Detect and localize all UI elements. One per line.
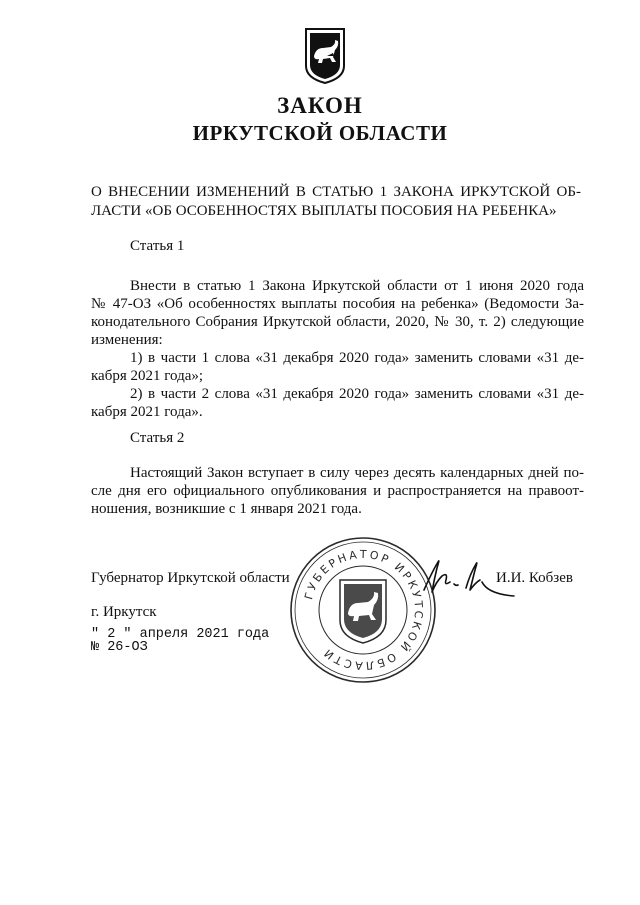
paragraph-line: Внести в статью 1 Закона Иркутской области от 1 июня 2020 года bbox=[130, 278, 584, 294]
paragraph-line: кабря 2021 года»; bbox=[91, 368, 204, 384]
paragraph-line: кабря 2021 года». bbox=[91, 404, 203, 420]
paragraph-line: ношения, возникшие с 1 января 2021 года. bbox=[91, 501, 362, 517]
governor-position: Губернатор Иркутской области bbox=[91, 570, 290, 586]
document-title-region: ИРКУТСКОЙ ОБЛАСТИ bbox=[192, 121, 448, 145]
document-title: ЗАКОН bbox=[277, 93, 363, 118]
coat-of-arms-emblem bbox=[303, 26, 347, 86]
seal-ring-text: ГУБЕРНАТОР ИРКУТСКОЙ ОБЛАСТИ bbox=[302, 547, 426, 673]
article-2-body bbox=[91, 464, 584, 518]
city: г. Иркутск bbox=[91, 604, 157, 620]
paragraph-line: конодательного Собрания Иркутской области, 2020, № 30, т. 2) следующие bbox=[91, 314, 584, 330]
article-1-body bbox=[91, 277, 584, 421]
law-subject bbox=[91, 183, 581, 221]
paragraph-line: изменения: bbox=[91, 332, 163, 348]
official-seal bbox=[288, 535, 438, 685]
article-2-heading: Статья 2 bbox=[130, 430, 185, 446]
signing-date: " 2 " апреля 2021 года bbox=[91, 627, 270, 642]
paragraph-line: Настоящий Закон вступает в силу через десять календарных дней по- bbox=[130, 465, 584, 481]
paragraph-line: 2) в части 2 слова «31 декабря 2020 года» заменить словами «31 де- bbox=[130, 386, 584, 402]
paragraph-line: сле дня его официального опубликования и распространяется на правоот- bbox=[91, 483, 584, 499]
governor-name: И.И. Кобзев bbox=[496, 570, 573, 586]
paragraph-line: 1) в части 1 слова «31 декабря 2020 года» заменить словами «31 де- bbox=[130, 350, 584, 366]
law-subject-line: ЛАСТИ «ОБ ОСОБЕННОСТЯХ ВЫПЛАТЫ ПОСОБИЯ НА РЕБЕНКА» bbox=[91, 203, 557, 219]
article-1-heading: Статья 1 bbox=[130, 238, 185, 254]
law-subject-line: О ВНЕСЕНИИ ИЗМЕНЕНИЙ В СТАТЬЮ 1 ЗАКОНА ИРКУТСКОЙ ОБ- bbox=[91, 184, 581, 200]
law-number: № 26-ОЗ bbox=[91, 640, 148, 655]
paragraph-line: № 47-ОЗ «Об особенностях выплаты пособия на ребенка» (Ведомости За- bbox=[91, 296, 584, 312]
